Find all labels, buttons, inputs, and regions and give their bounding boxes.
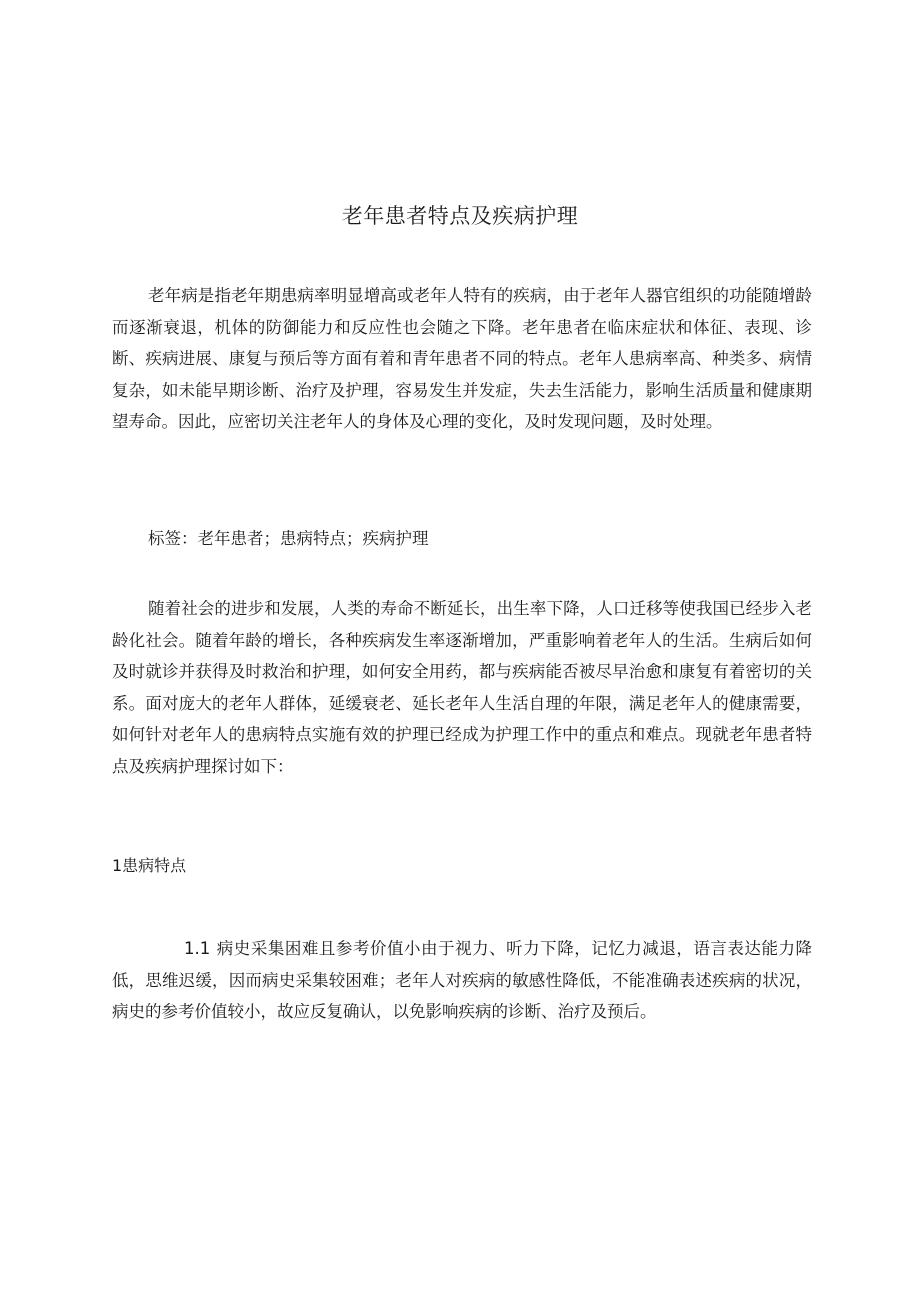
keywords-line: 标签：老年患者；患病特点；疾病护理 — [148, 529, 429, 548]
subsection-text: 病史采集困难且参考价值小由于视力、听力下降，记忆力减退，语言表达能力降低，思维迟缓，因而病史采集较困难；老年人对疾病的敏感性降低，不能准确表述疾病的状况，病史的参考价值较小，故应反复确认，以免影响疾病的诊断、治疗及预后。 — [112, 939, 812, 1021]
intro-paragraph: 随着社会的进步和发展，人类的寿命不断延长，出生率下降，人口迁移等使我国已经步入老龄化社会。随着年龄的增长，各种疾病发生率逐渐增加，严重影响着老年人的生活。生病后如何及时就诊并获得及时救治和护理，如何安全用药，都与疾病能否被尽早治愈和康复有着密切的关系。面对庞大的老年人群体，延缓衰老、延长老年人生活自理的年限，满足老年人的健康需要，如何针对老年人的患病特点实施有效的护理已经成为护理工作中的重点和难点。现就老年患者特点及疾病护理探讨如下： — [112, 599, 812, 776]
subsection-paragraph — [112, 933, 812, 1028]
subsection-number: 1.1 — [184, 939, 211, 958]
document-title: 老年患者特点及疾病护理 — [341, 204, 579, 228]
section-heading: 1患病特点 — [112, 856, 187, 875]
abstract-paragraph: 老年病是指老年期患病率明显增高或老年人特有的疾病，由于老年人器官组织的功能随增龄而逐渐衰退，机体的防御能力和反应性也会随之下降。老年患者在临床症状和体征、表现、诊断、疾病进展、康复与预后等方面有着和青年患者不同的特点。老年人患病率高、种类多、病情复杂，如未能早期诊断、治疗及护理，容易发生并发症，失去生活能力，影响生活质量和健康期望寿命。因此，应密切关注老年人的身体及心理的变化，及时发现问题，及时处理。 — [112, 286, 812, 431]
